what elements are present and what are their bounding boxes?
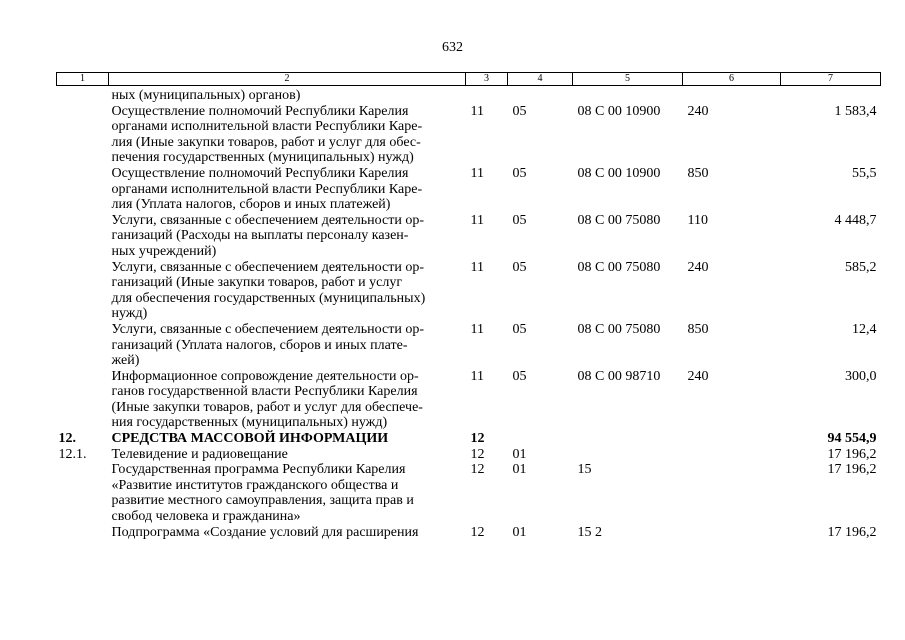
description-line: ных учреждений) bbox=[111, 243, 217, 259]
column-number: 1 bbox=[57, 73, 109, 86]
budget-table bbox=[56, 72, 881, 540]
amount: 94 554,9 bbox=[827, 431, 877, 447]
amount bbox=[781, 86, 881, 104]
row-index bbox=[57, 104, 109, 166]
description-line: Осуществление полномочий Республики Карелия bbox=[111, 103, 409, 119]
section-code: 11 bbox=[470, 103, 484, 119]
table-row bbox=[57, 525, 881, 541]
description-line: (Иные закупки товаров, работ и услуг для обеспече- bbox=[111, 399, 423, 415]
expense-type-code: 850 bbox=[687, 165, 709, 181]
row-index: 12.1. bbox=[58, 446, 87, 462]
description-line: для обеспечения государственных (муниципальных) bbox=[111, 290, 426, 306]
description-line: лия (Иные закупки товаров, работ и услуг для обес- bbox=[111, 134, 421, 150]
section-code: 12 bbox=[470, 446, 485, 462]
subsection-code: 05 bbox=[512, 368, 527, 384]
subsection-code: 01 bbox=[512, 446, 527, 462]
description-line: ганизаций (Расходы на выплаты персоналу казен- bbox=[111, 228, 409, 244]
target-article-code: 08 С 00 75080 bbox=[577, 321, 661, 337]
subsection-code: 05 bbox=[512, 103, 527, 119]
description-line: свобод человека и гражданина» bbox=[111, 509, 301, 525]
target-article-code: 08 С 00 98710 bbox=[577, 368, 661, 384]
column-number: 7 bbox=[781, 73, 881, 86]
row-description bbox=[109, 322, 466, 369]
description-line: жей) bbox=[111, 353, 140, 369]
target-article-code: 08 С 00 75080 bbox=[577, 212, 661, 228]
description-line: ных (муниципальных) органов) bbox=[111, 88, 301, 103]
description-line: Услуги, связанные с обеспечением деятельности ор- bbox=[111, 321, 424, 337]
amount: 585,2 bbox=[845, 259, 877, 275]
row-index bbox=[57, 166, 109, 213]
column-number: 3 bbox=[466, 73, 508, 86]
description-line: органами исполнительной власти Республики Каре- bbox=[111, 119, 423, 135]
expense-type-code: 240 bbox=[687, 103, 709, 119]
row-description bbox=[109, 104, 466, 166]
amount: 300,0 bbox=[845, 368, 877, 384]
section-code: 12 bbox=[470, 524, 485, 540]
table-row bbox=[57, 260, 881, 322]
column-number: 4 bbox=[508, 73, 573, 86]
subsection-code: 05 bbox=[512, 212, 527, 228]
row-description bbox=[109, 525, 466, 541]
row-description bbox=[109, 462, 466, 524]
description-line: СРЕДСТВА МАССОВОЙ ИНФОРМАЦИИ bbox=[111, 431, 389, 447]
target-article-code: 15 2 bbox=[577, 524, 602, 540]
expense-type-code: 850 bbox=[687, 321, 709, 337]
section-code: 12 bbox=[470, 462, 485, 478]
table-row bbox=[57, 322, 881, 369]
page-number: 632 bbox=[442, 40, 463, 55]
description-line: ганизаций (Уплата налогов, сборов и иных плате- bbox=[111, 337, 408, 353]
target-article-code: 08 С 00 75080 bbox=[577, 259, 661, 275]
section-code bbox=[466, 86, 508, 104]
table-row bbox=[57, 369, 881, 431]
table-row bbox=[57, 462, 881, 524]
table-row bbox=[57, 213, 881, 260]
row-description bbox=[109, 260, 466, 322]
description-line: Услуги, связанные с обеспечением деятельности ор- bbox=[111, 259, 424, 275]
target-article-code: 08 С 00 10900 bbox=[577, 103, 661, 119]
expense-type-code: 240 bbox=[687, 259, 709, 275]
description-line: Информационное сопровождение деятельности ор- bbox=[111, 368, 419, 384]
row-description bbox=[109, 447, 466, 463]
row-index bbox=[57, 525, 109, 541]
description-line: развитие местного самоуправления, защита прав и bbox=[111, 493, 414, 509]
row-description bbox=[109, 369, 466, 431]
subsection-code bbox=[508, 431, 573, 447]
expense-type-code bbox=[683, 525, 781, 541]
description-line: Осуществление полномочий Республики Карелия bbox=[111, 165, 409, 181]
amount: 17 196,2 bbox=[827, 462, 877, 478]
target-article-code bbox=[573, 431, 683, 447]
row-index bbox=[57, 322, 109, 369]
amount: 55,5 bbox=[852, 165, 877, 181]
description-line: ния государственных (муниципальных) нужд) bbox=[111, 415, 388, 431]
table-row bbox=[57, 447, 881, 463]
table-row bbox=[57, 166, 881, 213]
row-index bbox=[57, 260, 109, 322]
section-code: 11 bbox=[470, 368, 484, 384]
table-row bbox=[57, 86, 881, 104]
expense-type-code: 110 bbox=[687, 212, 708, 228]
subsection-code: 05 bbox=[512, 321, 527, 337]
subsection-code: 05 bbox=[512, 259, 527, 275]
table-header bbox=[57, 73, 881, 86]
row-description bbox=[109, 166, 466, 213]
description-line: нужд) bbox=[111, 306, 148, 322]
row-index bbox=[57, 86, 109, 104]
expense-type-code bbox=[683, 431, 781, 447]
expense-type-code bbox=[683, 447, 781, 463]
description-line: органами исполнительной власти Республики Каре- bbox=[111, 181, 423, 197]
subsection-code: 01 bbox=[512, 462, 527, 478]
target-article-code: 08 С 00 10900 bbox=[577, 165, 661, 181]
subsection-code: 01 bbox=[512, 524, 527, 540]
column-number: 6 bbox=[683, 73, 781, 86]
description-line: печения государственных (муниципальных) нужд) bbox=[111, 150, 414, 166]
expense-type-code bbox=[683, 462, 781, 524]
row-index: 12. bbox=[58, 431, 76, 447]
row-index bbox=[57, 369, 109, 431]
row-index bbox=[57, 213, 109, 260]
amount: 1 583,4 bbox=[834, 103, 877, 119]
description-line: лия (Уплата налогов, сборов и иных платежей) bbox=[111, 197, 391, 213]
subsection-code: 05 bbox=[512, 165, 527, 181]
description-line: ганов государственной власти Республики Карелия bbox=[111, 384, 418, 400]
target-article-code: 15 bbox=[577, 462, 592, 478]
description-line: ганизаций (Иные закупки товаров, работ и услуг bbox=[111, 275, 403, 291]
table-body bbox=[57, 86, 881, 541]
description-line: Государственная программа Республики Карелия bbox=[111, 462, 406, 478]
expense-type-code bbox=[683, 86, 781, 104]
amount: 12,4 bbox=[852, 321, 877, 337]
expense-type-code: 240 bbox=[687, 368, 709, 384]
section-code: 11 bbox=[470, 212, 484, 228]
table-row bbox=[57, 104, 881, 166]
row-index bbox=[57, 462, 109, 524]
target-article-code bbox=[573, 447, 683, 463]
target-article-code bbox=[573, 86, 683, 104]
column-number: 2 bbox=[109, 73, 466, 86]
column-number-row bbox=[57, 73, 881, 86]
description-line: Подпрограмма «Создание условий для расширения bbox=[111, 524, 419, 540]
section-code: 11 bbox=[470, 321, 484, 337]
description-line: Телевидение и радиовещание bbox=[111, 446, 288, 462]
table-row bbox=[57, 431, 881, 447]
row-description bbox=[109, 86, 466, 104]
amount: 17 196,2 bbox=[827, 524, 877, 540]
column-number: 5 bbox=[573, 73, 683, 86]
section-code: 11 bbox=[470, 259, 484, 275]
amount: 17 196,2 bbox=[827, 446, 877, 462]
amount: 4 448,7 bbox=[834, 212, 877, 228]
row-description bbox=[109, 213, 466, 260]
description-line: Услуги, связанные с обеспечением деятельности ор- bbox=[111, 212, 424, 228]
section-code: 12 bbox=[470, 431, 485, 447]
description-line: «Развитие институтов гражданского общества и bbox=[111, 477, 399, 493]
row-description bbox=[109, 431, 466, 447]
subsection-code bbox=[508, 86, 573, 104]
section-code: 11 bbox=[470, 165, 484, 181]
